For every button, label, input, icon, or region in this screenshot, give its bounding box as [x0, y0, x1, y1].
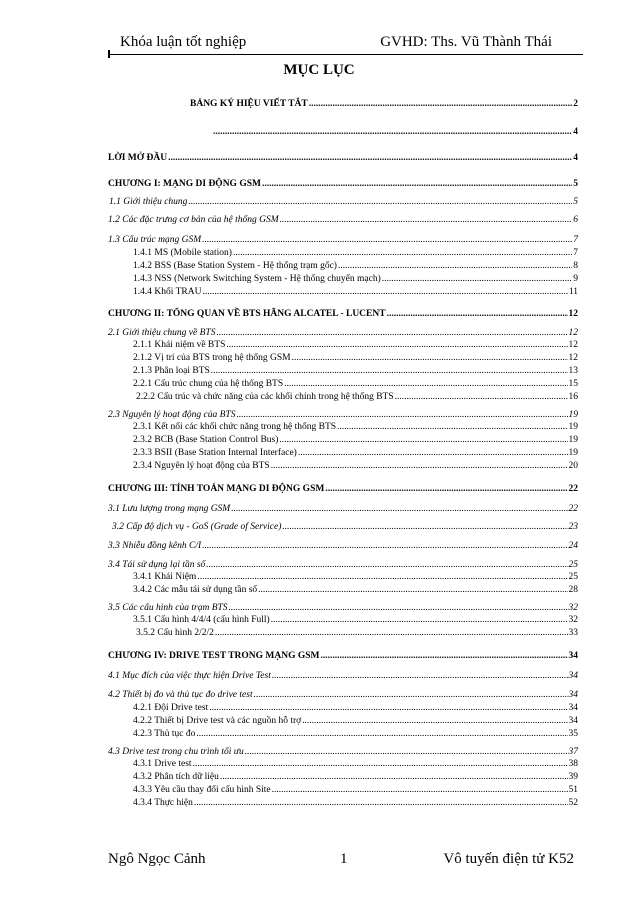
toc-entry[interactable]	[133, 422, 578, 432]
toc-leader-dots	[298, 448, 568, 458]
toc-entry-page: 5	[573, 179, 578, 189]
toc-entry-page: 25	[568, 572, 578, 582]
toc-entry-label: 3.3 Nhiễu đồng kênh C/I	[108, 541, 202, 551]
toc-entry-label: 1.2 Các đặc trưng cơ bản của hệ thống GSM	[108, 215, 279, 225]
toc-leader-dots	[213, 127, 572, 137]
toc-leader-dots	[254, 690, 568, 700]
toc-leader-dots	[272, 785, 568, 795]
toc-entry-page: 12	[568, 309, 578, 319]
toc-entry-label: 2.2.2 Cấu trúc và chức năng của các khối chính trong hệ thống BTS	[136, 392, 394, 402]
toc-entry-page: 51	[568, 785, 578, 795]
toc-entry[interactable]	[108, 747, 578, 757]
header-right: GVHD: Ths. Vũ Thành Thái	[380, 34, 552, 50]
toc-entry-page: 20	[568, 461, 578, 471]
toc-leader-dots	[272, 671, 568, 681]
toc-entry[interactable]	[108, 309, 578, 319]
toc-leader-dots	[280, 215, 573, 225]
toc-entry[interactable]	[108, 179, 578, 189]
toc-entry-label: 4.1 Mục đích của việc thực hiện Drive Test	[108, 671, 271, 681]
footer-page-number: 1	[340, 851, 348, 867]
toc-entry[interactable]	[133, 435, 578, 445]
toc-entry-page: 34	[568, 703, 578, 713]
toc-entry-label: 1.4.4 Khối TRAU	[133, 287, 202, 297]
header-left: Khóa luận tốt nghiệp	[120, 34, 247, 50]
toc-entry[interactable]	[136, 628, 578, 638]
toc-entry-page: 4	[573, 127, 578, 137]
toc-entry-label: 2.1 Giới thiệu chung về BTS	[108, 328, 216, 338]
toc-entry[interactable]	[133, 785, 578, 795]
toc-entry[interactable]	[133, 448, 578, 458]
footer-department: Vô tuyến điện tử K52	[443, 851, 574, 867]
toc-entry-page: 9	[573, 274, 578, 284]
toc-leader-dots	[206, 560, 567, 570]
toc-entry-label: 2.3.2 BCB (Base Station Control Bus)	[133, 435, 279, 445]
toc-leader-dots	[202, 235, 572, 245]
toc-entry-page: 38	[568, 759, 578, 769]
toc-leader-dots	[196, 729, 567, 739]
toc-entry-page: 12	[568, 340, 578, 350]
toc-entry[interactable]	[133, 716, 578, 726]
toc-entry[interactable]	[108, 690, 578, 700]
toc-leader-dots	[215, 628, 568, 638]
toc-entry-label: 3.4.1 Khái Niệm	[133, 572, 197, 582]
toc-entry[interactable]	[133, 340, 578, 350]
toc-entry-page: 25	[568, 560, 578, 570]
toc-entry-label: 4.2.3 Thủ tục đo	[133, 729, 196, 739]
toc-entry[interactable]	[108, 671, 578, 681]
toc-entry-page: 22	[568, 504, 578, 514]
toc-leader-dots	[233, 248, 572, 258]
toc-entry-label: 4.2.2 Thiết bị Drive test và các nguồn hỗ trợ	[133, 716, 302, 726]
toc-entry[interactable]	[133, 353, 578, 363]
toc-leader-dots	[216, 328, 567, 338]
toc-leader-dots	[282, 522, 567, 532]
toc-entry[interactable]	[133, 798, 578, 808]
toc-leader-dots	[292, 353, 568, 363]
toc-entry-label: CHƯƠNG II: TỔNG QUAN VỀ BTS HÃNG ALCATEL - LUCENT	[108, 309, 386, 319]
toc-entry-label: 4.3.2 Phân tích dữ liệu	[133, 772, 219, 782]
toc-leader-dots	[321, 651, 568, 661]
toc-entry-label: 4.3.4 Thực hiện	[133, 798, 193, 808]
toc-entry-page: 19	[568, 435, 578, 445]
toc-entry-page: 12	[568, 328, 578, 338]
toc-entry-page: 13	[568, 366, 578, 376]
footer-author: Ngô Ngọc Cảnh	[108, 851, 206, 867]
toc-entry-page: 23	[568, 522, 578, 532]
toc-entry-page: 34	[568, 716, 578, 726]
toc-entry-label: CHƯƠNG I: MẠNG DI ĐỘNG GSM	[108, 179, 261, 189]
toc-entry-label: 1.3 Cấu trúc mạng GSM	[108, 235, 202, 245]
toc-entry[interactable]	[108, 235, 578, 245]
toc-entry-label: 2.1.1 Khái niệm về BTS	[133, 340, 226, 350]
toc-entry-label: 2.3.3 BSII (Base Station Internal Interface)	[133, 448, 297, 458]
toc-leader-dots	[188, 197, 572, 207]
toc-leader-dots	[226, 340, 567, 350]
toc-entry[interactable]	[108, 504, 578, 514]
toc-entry-page: 34	[568, 651, 578, 661]
toc-entry[interactable]	[133, 759, 578, 769]
toc-entry[interactable]	[136, 392, 578, 402]
toc-entry-page: 32	[568, 615, 578, 625]
toc-entry[interactable]	[109, 197, 578, 207]
toc-leader-dots	[271, 615, 568, 625]
toc-entry-page: 4	[573, 153, 578, 163]
toc-leader-dots	[202, 541, 567, 551]
toc-entry-page: 52	[568, 798, 578, 808]
toc-entry-label: 4.2 Thiết bị đo và thủ tục đo drive test	[108, 690, 253, 700]
toc-entry-page: 11	[568, 287, 578, 297]
toc-leader-dots	[309, 99, 573, 109]
toc-entry-page: 19	[568, 410, 578, 420]
toc-entry-page: 24	[568, 541, 578, 551]
toc-entry-page: 5	[573, 197, 578, 207]
toc-entry[interactable]	[133, 274, 578, 284]
toc-entry-label: 2.3 Nguyên lý hoạt động của BTS	[108, 410, 236, 420]
toc-entry-label: 3.4 Tái sử dụng lại tần số	[108, 560, 206, 570]
toc-leader-dots	[284, 379, 567, 389]
toc-entry-label: 1.4.1 MS (Mobile station)	[133, 248, 232, 258]
toc-entry-label: 2.1.3 Phân loại BTS	[133, 366, 210, 376]
toc-entry-label: 2.2.1 Cấu trúc chung của hệ thống BTS	[133, 379, 284, 389]
toc-leader-dots	[382, 274, 572, 284]
toc-entry-label: 2.1.2 Vị trí của BTS trong hệ thống GSM	[133, 353, 291, 363]
toc-entry-page: 33	[568, 628, 578, 638]
toc-entry[interactable]	[133, 772, 578, 782]
toc-entry-page: 34	[568, 671, 578, 681]
toc-entry-page: 6	[573, 215, 578, 225]
toc-leader-dots	[236, 410, 567, 420]
toc-entry-label: 4.3.3 Yêu cầu thay đổi cấu hình Site	[133, 785, 271, 795]
toc-entry-page: 19	[568, 448, 578, 458]
toc-entry-page: 8	[573, 261, 578, 271]
toc-leader-dots	[245, 747, 568, 757]
toc-entry-label: LỜI MỞ ĐẦU	[108, 153, 168, 163]
toc-leader-dots	[231, 504, 567, 514]
toc-leader-dots	[197, 572, 567, 582]
toc-entry[interactable]	[133, 572, 578, 582]
toc-entry-page: 35	[568, 729, 578, 739]
toc-entry-label: 2.3.4 Nguyên lý hoạt động của BTS	[133, 461, 270, 471]
toc-entry-label: 3.2 Cấp độ dịch vụ - GoS (Grade of Service)	[112, 522, 282, 532]
toc-leader-dots	[325, 484, 567, 494]
toc-entry-label: 4.3 Drive test trong chu trình tối ưu	[108, 747, 244, 757]
toc-entry[interactable]	[108, 651, 578, 661]
toc-leader-dots	[258, 585, 567, 595]
toc-entry[interactable]	[212, 127, 578, 137]
toc-entry-page: 2	[573, 99, 578, 109]
toc-entry-label: 1.4.2 BSS (Base Station System - Hệ thống trạm gốc)	[133, 261, 337, 271]
toc-leader-dots	[262, 179, 572, 189]
toc-leader-dots	[387, 309, 568, 319]
toc-entry-label: BẢNG KÝ HIỆU VIẾT TẮT	[190, 99, 308, 109]
toc-entry[interactable]	[133, 287, 578, 297]
toc-entry-label: 1.1 Giới thiệu chung	[109, 197, 188, 207]
page-title: MỤC LỤC	[283, 62, 355, 78]
toc-entry-page: 15	[568, 379, 578, 389]
toc-entry[interactable]	[133, 615, 578, 625]
toc-entry[interactable]	[133, 366, 578, 376]
toc-entry-label: 4.2.1 Đội Drive test	[133, 703, 209, 713]
toc-leader-dots	[337, 422, 567, 432]
toc-entry[interactable]	[133, 461, 578, 471]
toc-leader-dots	[193, 759, 568, 769]
toc-leader-dots	[279, 435, 567, 445]
toc-leader-dots	[338, 261, 572, 271]
toc-entry-page: 22	[568, 484, 578, 494]
toc-entry-page: 7	[573, 235, 578, 245]
toc-entry-label: 2.3.1 Kết nối các khối chức năng trong hệ thống BTS	[133, 422, 337, 432]
toc-leader-dots	[209, 703, 567, 713]
toc-entry[interactable]	[133, 703, 578, 713]
toc-leader-dots	[395, 392, 568, 402]
toc-leader-dots	[211, 366, 568, 376]
toc-leader-dots	[220, 772, 568, 782]
toc-entry-page: 28	[568, 585, 578, 595]
toc-entry[interactable]	[190, 99, 578, 109]
toc-leader-dots	[168, 153, 572, 163]
toc-leader-dots	[202, 287, 567, 297]
toc-entry-page: 19	[568, 422, 578, 432]
toc-entry[interactable]	[108, 215, 578, 225]
toc-entry-page: 12	[568, 353, 578, 363]
toc-entry-label: CHƯƠNG III: TÍNH TOÁN MẠNG DI ĐỘNG GSM	[108, 484, 325, 494]
toc-entry-page: 7	[573, 248, 578, 258]
toc-entry-page: 34	[568, 690, 578, 700]
toc-entry-page: 32	[568, 603, 578, 613]
toc-entry-label: 3.5.1 Cấu hình 4/4/4 (cấu hình Full)	[133, 615, 270, 625]
toc-entry-page: 39	[568, 772, 578, 782]
toc-entry[interactable]	[108, 541, 578, 551]
toc-entry-label: 3.5.2 Cấu hình 2/2/2	[136, 628, 214, 638]
toc-entry-label: 4.3.1 Drive test	[133, 759, 192, 769]
toc-entry[interactable]	[108, 153, 578, 163]
toc-entry[interactable]	[133, 585, 578, 595]
toc-entry[interactable]	[133, 261, 578, 271]
toc-leader-dots	[194, 798, 568, 808]
toc-entry[interactable]	[133, 379, 578, 389]
toc-entry-page: 37	[568, 747, 578, 757]
toc-entry[interactable]	[108, 410, 578, 420]
toc-entry[interactable]	[108, 484, 578, 494]
toc-entry[interactable]	[133, 248, 578, 258]
toc-entry-label: CHƯƠNG IV: DRIVE TEST TRONG MẠNG GSM	[108, 651, 320, 661]
toc-entry-page: 16	[568, 392, 578, 402]
toc-leader-dots	[302, 716, 567, 726]
toc-entry-label: 1.4.3 NSS (Network Switching System - Hệ thống chuyển mạch)	[133, 274, 381, 284]
toc-leader-dots	[229, 603, 568, 613]
toc-leader-dots	[271, 461, 568, 471]
toc-entry[interactable]	[108, 560, 578, 570]
toc-entry[interactable]	[112, 522, 578, 532]
toc-entry-label: 3.4.2 Các mẫu tái sử dụng tần số	[133, 585, 258, 595]
toc-entry-label: 3.1 Lưu lượng trong mạng GSM	[108, 504, 231, 514]
toc-entry[interactable]	[133, 729, 578, 739]
toc-entry[interactable]	[108, 328, 578, 338]
toc-entry-label: 3.5 Các cấu hình của trạm BTS	[108, 603, 228, 613]
toc-entry[interactable]	[108, 603, 578, 613]
